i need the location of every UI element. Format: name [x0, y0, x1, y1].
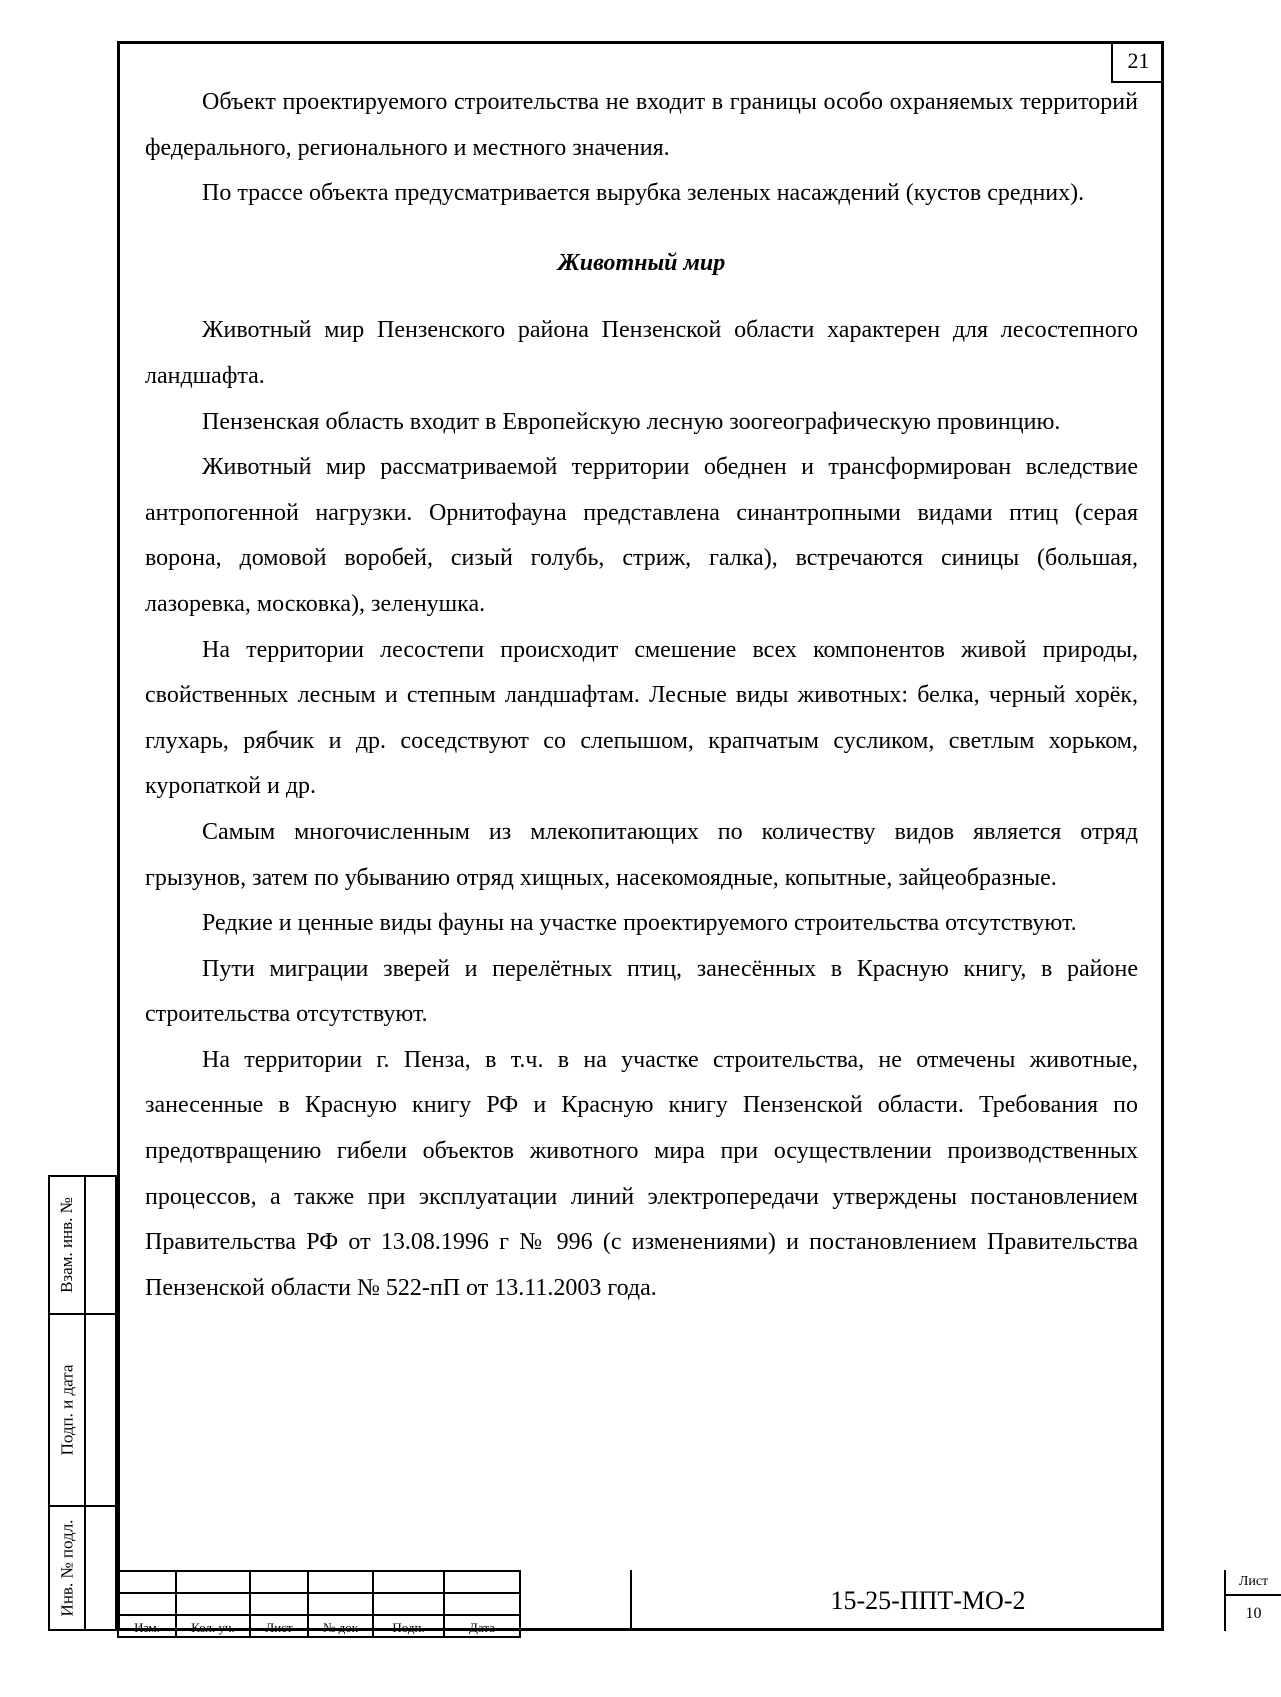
- side-block-podp: [48, 1313, 117, 1507]
- side-block-vzam: [48, 1175, 117, 1315]
- revision-table: [117, 1570, 521, 1638]
- column-n-dok: № док: [308, 1615, 373, 1637]
- paragraph: Объект проектируемого строительства не входит в границы особо охраняемых территорий федерального, регионального и местного значения.: [145, 89, 1138, 161]
- column-kol-uch: Кол. уч.: [176, 1615, 250, 1637]
- section-title: Животный мир: [557, 249, 726, 276]
- paragraph: Пути миграции зверей и перелётных птиц, занесённых в Красную книгу, в районе строительства отсутствуют.: [145, 955, 1138, 1028]
- side-label-inv: Инв. № подл.: [57, 1519, 76, 1617]
- column-data: Дата: [444, 1615, 520, 1637]
- paragraph: На территории лесостепи происходит смешение всех компонентов живой природы, свойственных лесным и степным ландшафтам. Лесные виды животных: белка, черный хорёк, глухарь, рябчик и др. соседствуют со слепышом, крапчатым сусликом, светлым хорьком, куропаткой и др.: [145, 636, 1138, 800]
- side-label-podp: Подп. и дата: [57, 1364, 77, 1456]
- paragraph: На территории г. Пенза, в т.ч. в на участке строительства, не отмечены животные, занесенные в Красную книгу РФ и Красную книгу Пензенской области. Требования по предотвращению гибели объектов животного мира при осуществлении производственных процессов, а также при эксплуатации линий электропередачи утверждены постановлением Правительства РФ от 13.08.1996 г № 996 (с изменениями) и постановлением Правительства Пензенской области № 522-пП от 13.11.2003 года.: [145, 1046, 1138, 1301]
- side-block-inv: [48, 1505, 117, 1631]
- document-body: [145, 80, 1138, 1311]
- side-label-vzam: Взам. инв. №: [57, 1197, 76, 1293]
- paragraph: Пензенская область входит в Европейскую лесную зоогеографическую провинцию.: [202, 408, 1061, 435]
- paragraph: По трассе объекта предусматривается вырубка зеленых насаждений (кустов средних).: [202, 180, 1085, 207]
- sheet-box: [1226, 1570, 1281, 1631]
- column-list: Лист: [250, 1615, 308, 1637]
- paragraph: Редкие и ценные виды фауны на участке проектируемого строительства отсутствуют.: [202, 910, 1077, 937]
- column-izm: Изм.: [118, 1615, 176, 1637]
- page-number: 21: [1111, 41, 1164, 83]
- document-code: 15-25-ППТ-МО-2: [630, 1570, 1226, 1631]
- column-podp: Подп.: [373, 1615, 444, 1637]
- paragraph: Животный мир Пензенского района Пензенской области характерен для лесостепного ландшафта.: [145, 317, 1138, 389]
- title-block: [117, 1570, 1269, 1635]
- sheet-label: Лист: [1226, 1570, 1281, 1596]
- paragraph: Самым многочисленным из млекопитающих по количеству видов является отряд грызунов, затем по убыванию отряд хищных, насекомоядные, копытные, зайцеобразные.: [145, 818, 1138, 891]
- sheet-number: 10: [1245, 1605, 1262, 1622]
- paragraph: Животный мир рассматриваемой территории обеднен и трансформирован вследствие антропогенной нагрузки. Орнитофауна представлена синантропными видами птиц (серая ворона, домовой воробей, сизый голубь, стриж, галка), встречаются синицы (большая, лазоревка, московка), зеленушка.: [145, 454, 1138, 617]
